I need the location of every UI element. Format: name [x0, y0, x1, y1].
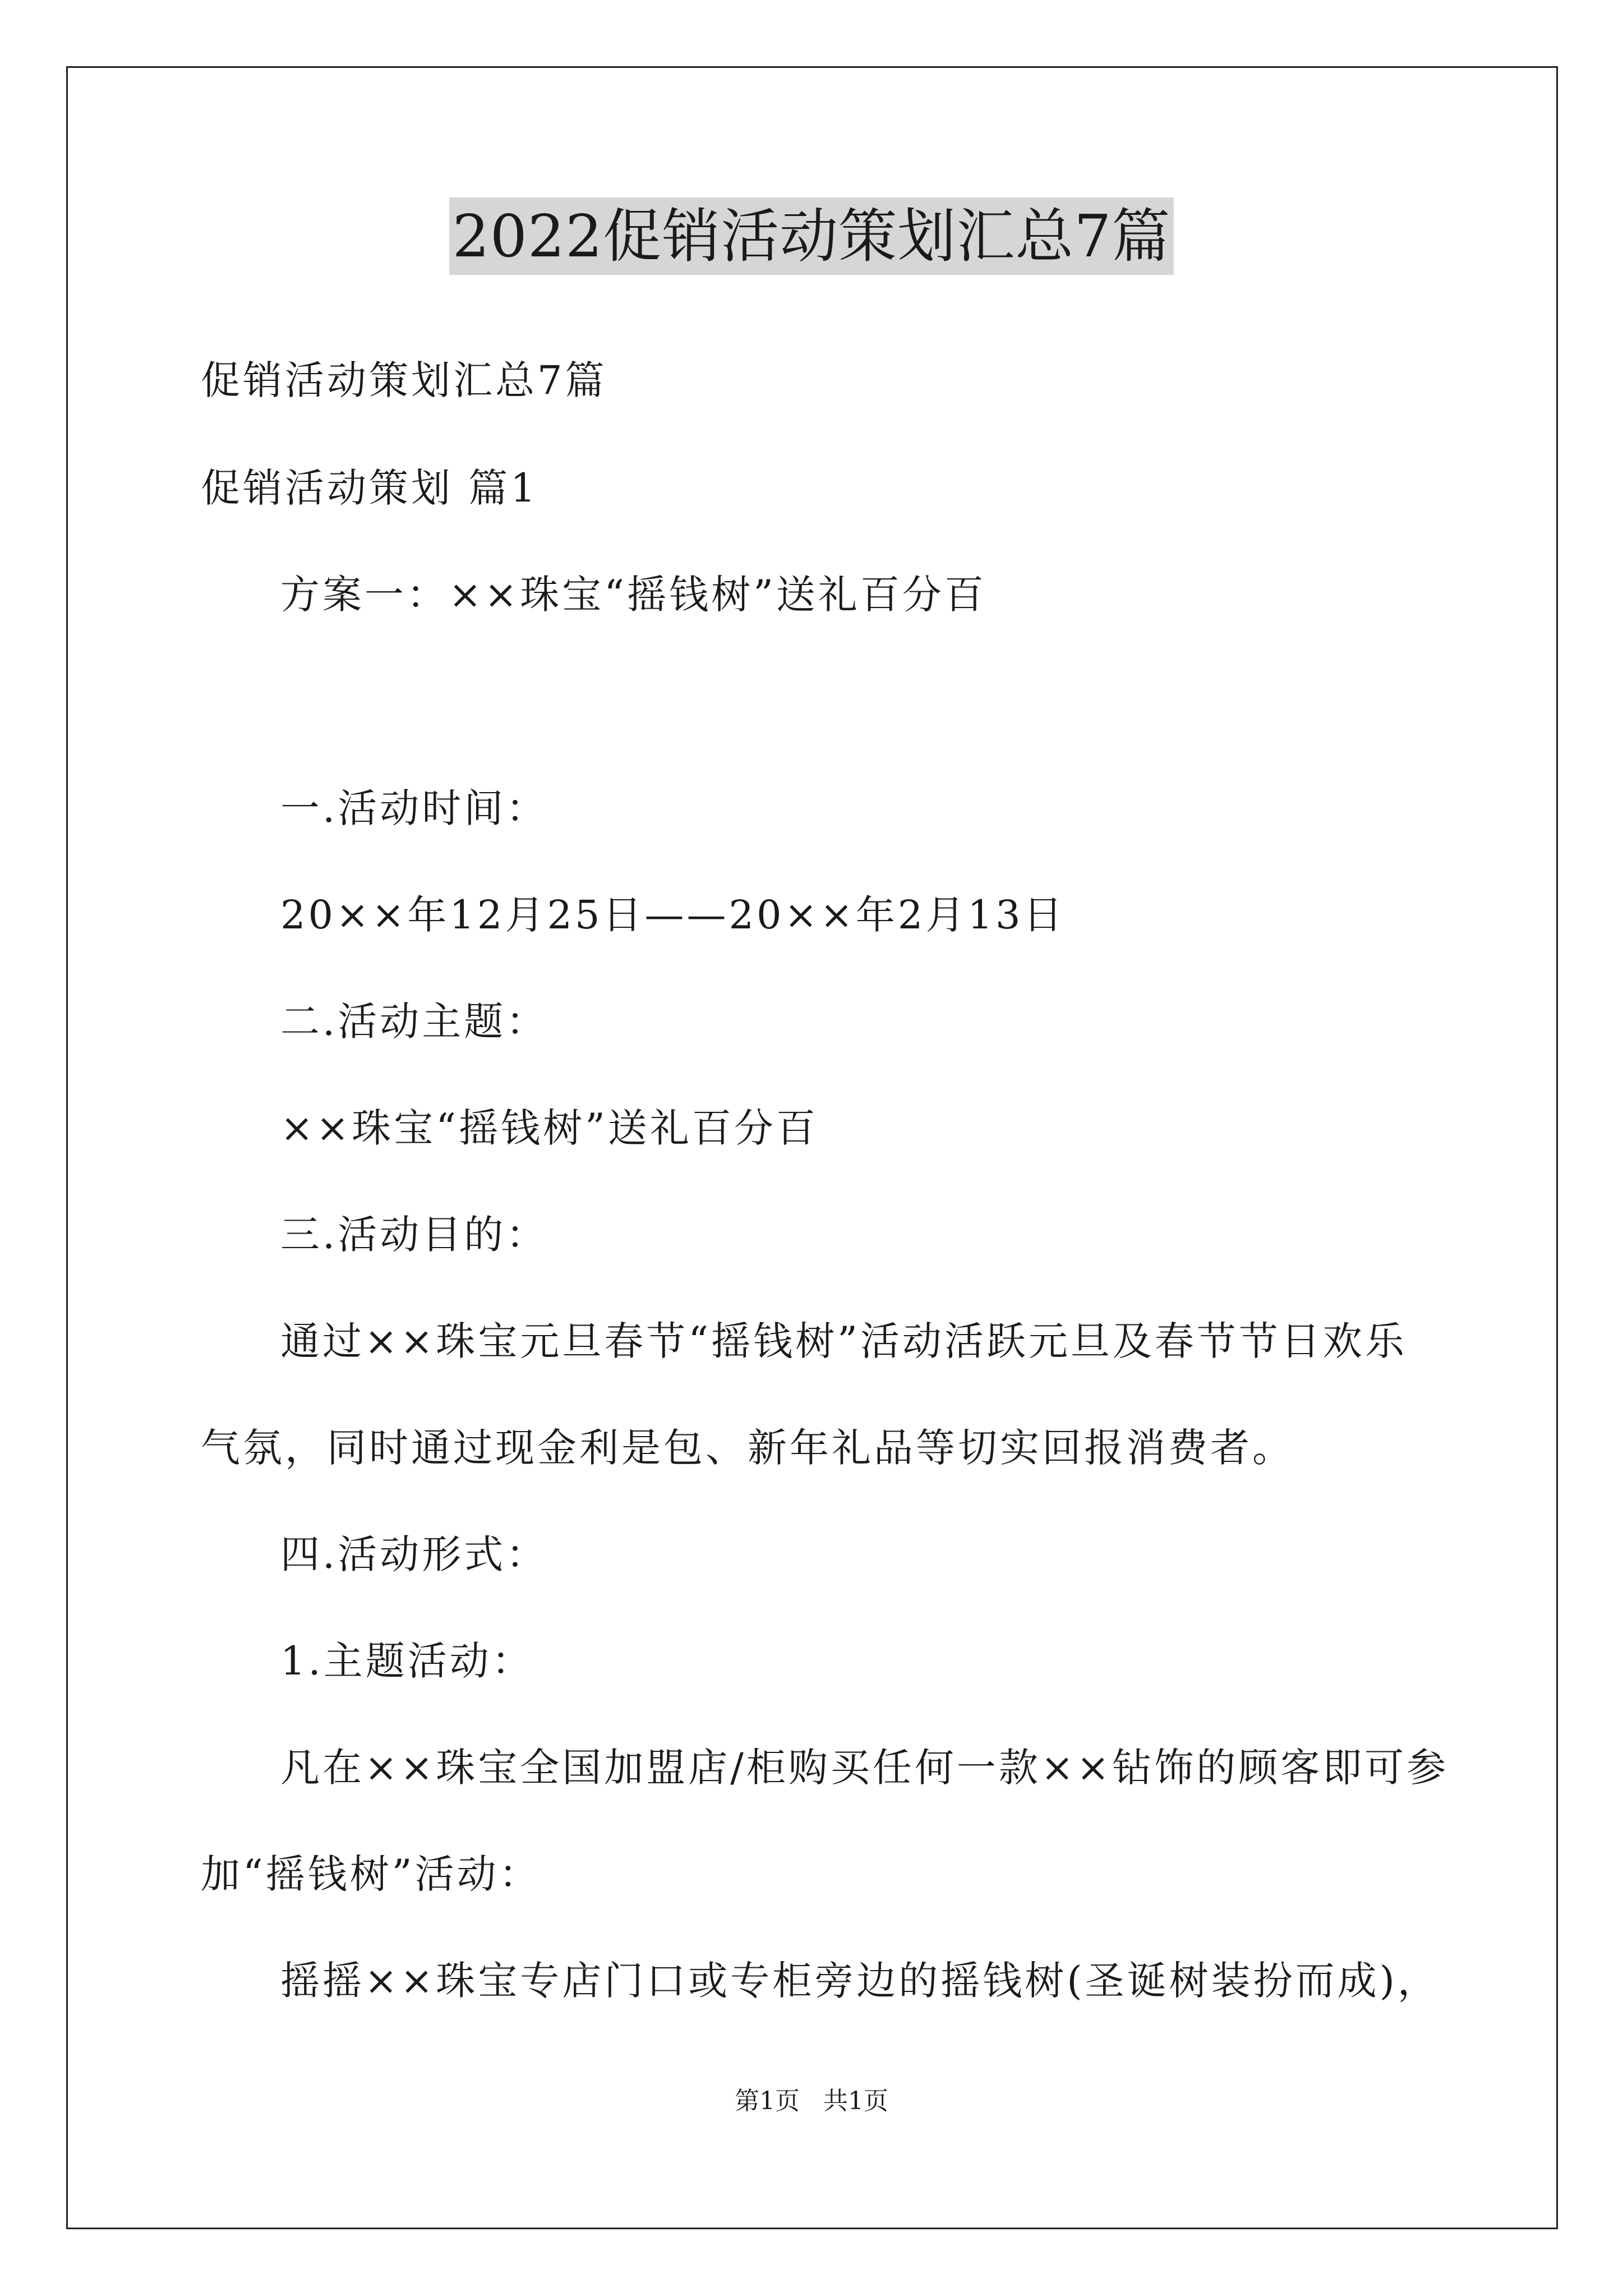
- title-wrap: [0, 197, 1623, 275]
- paragraph-continuation: 加“摇钱树”活动：: [201, 1851, 541, 1897]
- paragraph: 摇摇××珠宝专店门口或专柜旁边的摇钱树(圣诞树装扮而成)，: [280, 1958, 1440, 2004]
- doc-subtitle: 促销活动策划汇总7篇: [201, 357, 607, 403]
- paragraph: 四.活动形式：: [280, 1531, 548, 1577]
- paragraph-continuation: 气氛，同时通过现金利是包、新年礼品等切实回报消费者。: [201, 1425, 1294, 1471]
- paragraph: 凡在××珠宝全国加盟店/柜购买任何一款××钻饰的顾客即可参: [280, 1745, 1449, 1791]
- paragraph: 三.活动目的：: [280, 1212, 548, 1258]
- paragraph: ××珠宝“摇钱树”送礼百分百: [280, 1105, 818, 1151]
- paragraph: 20××年12月25日——20××年2月13日: [280, 892, 1066, 938]
- page-footer: 第1页 共1页: [735, 2087, 888, 2115]
- paragraph: 一.活动时间：: [280, 785, 548, 831]
- paragraph: 1.主题活动：: [280, 1638, 534, 1684]
- paragraph: 方案一：××珠宝“摇钱树”送礼百分百: [280, 572, 986, 618]
- paragraph: 二.活动主题：: [280, 999, 548, 1045]
- document-title: 2022促销活动策划汇总7篇: [449, 197, 1174, 275]
- section-heading: 促销活动策划 篇1: [201, 465, 538, 511]
- paragraph: 通过××珠宝元旦春节“摇钱树”活动活跃元旦及春节节日欢乐: [280, 1318, 1407, 1364]
